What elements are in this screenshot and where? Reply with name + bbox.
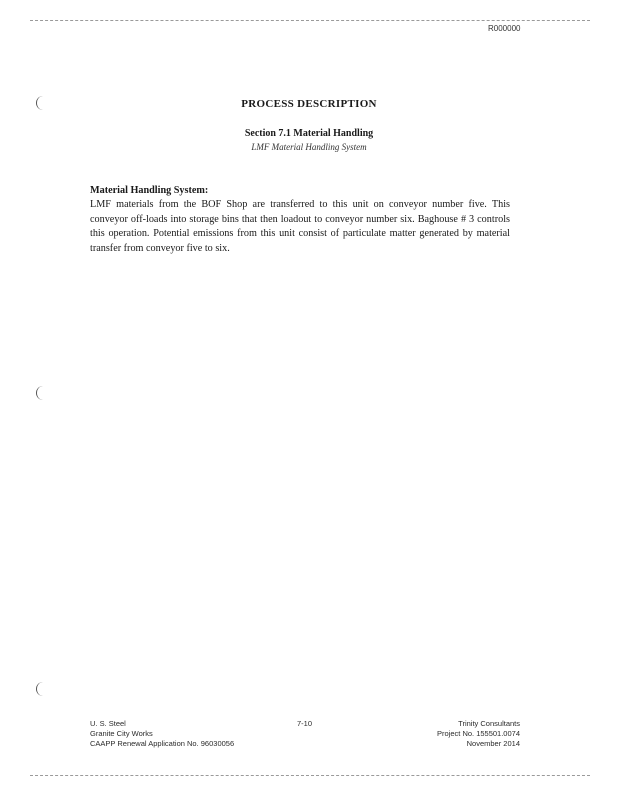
footer-facility: Granite City Works	[90, 728, 153, 738]
subsection-title: LMF Material Handling System	[251, 142, 367, 152]
scan-edge-top	[30, 20, 590, 21]
body-paragraph: LMF materials from the BOF Shop are transferred to this unit on conveyor number five. This conveyor off-loads into storage bins that then loadout to conveyor number six. Baghouse # 3 controls this operation. Potential emissions from this unit consist of particulate matter generated by material transfer from conveyor five to six.	[90, 199, 510, 254]
body-section	[90, 184, 510, 256]
binder-hole-mark	[36, 386, 45, 400]
document-id: R000000	[488, 24, 521, 33]
footer-consultant: Trinity Consultants	[458, 719, 520, 728]
footer-right	[400, 719, 520, 748]
footer-date: November 2014	[466, 738, 520, 748]
page-title: PROCESS DESCRIPTION	[241, 98, 377, 110]
section-title: Section 7.1 Material Handling	[244, 128, 374, 139]
scan-edge-bottom	[30, 775, 590, 776]
binder-hole-mark	[36, 682, 45, 696]
footer-left	[90, 719, 290, 748]
footer-project: Project No. 155501.0074	[437, 728, 520, 738]
footer-application: CAAPP Renewal Application No. 96030056	[90, 738, 235, 748]
body-heading: Material Handling System:	[90, 185, 209, 196]
footer-company: U. S. Steel	[90, 719, 126, 728]
page-number: 7-10	[297, 719, 313, 728]
